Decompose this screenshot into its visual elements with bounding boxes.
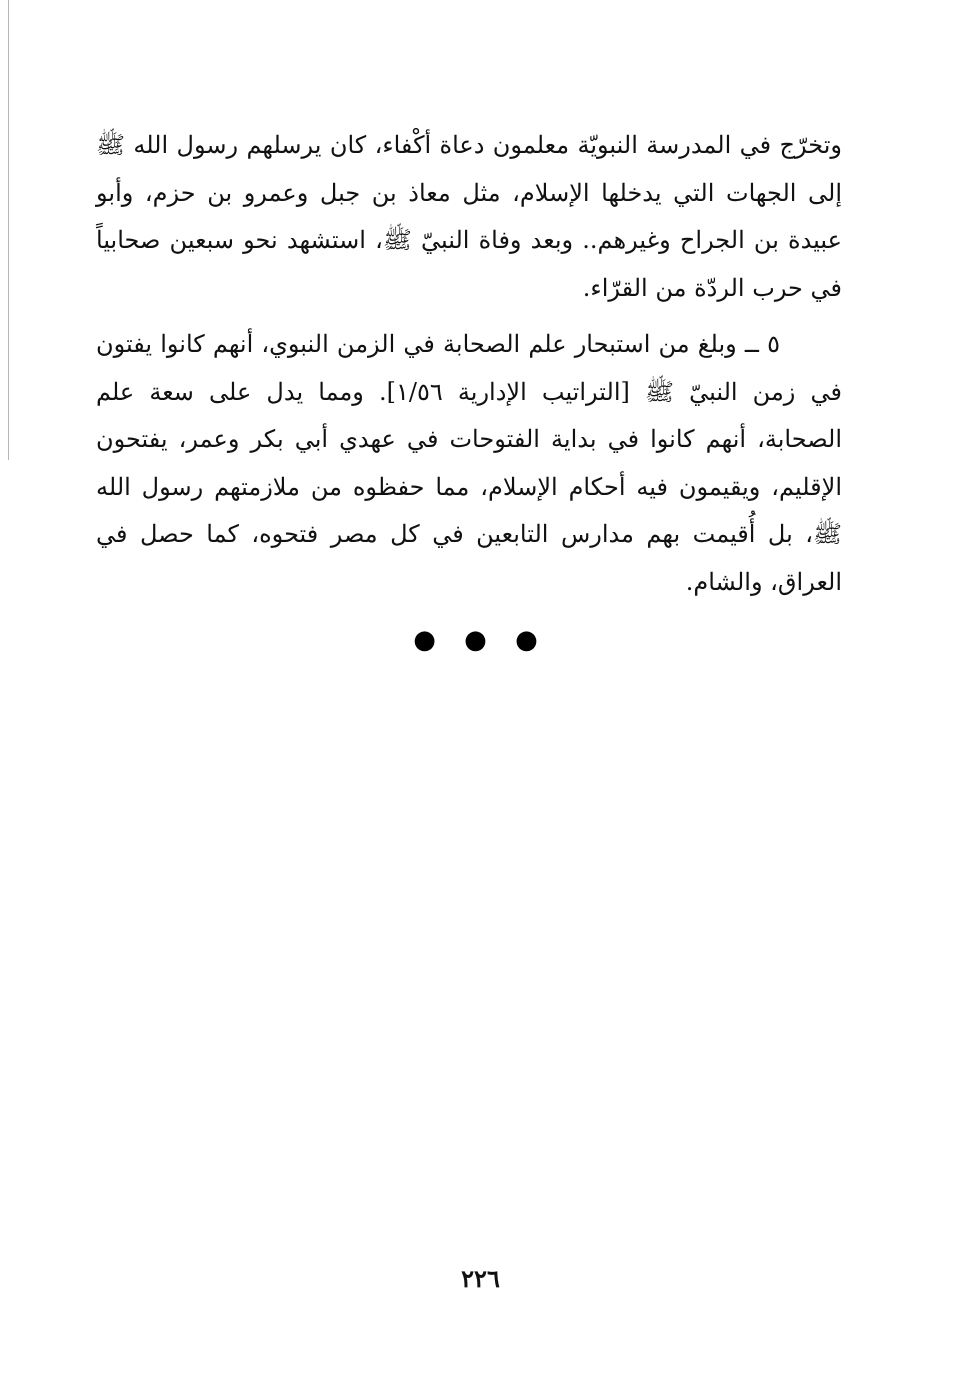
section-separator: ● ● ●: [413, 625, 548, 655]
page-number: ٢٢٦: [461, 1264, 500, 1293]
paragraph-2: ٥ ــ وبلغ من استبحار علم الصحابة في الزمن النبوي، أنهم كانوا يفتون في زمن النبيّ ﷺ [التراتيب الإدارية ١/٥٦]. ومما يدل على سعة علم الصحابة، أنهم كانوا في بداية الفتوحات في عهدي أبي بكر وعمر، يفتحون الإقليم، ويقيمون فيه أحكام الإسلام، مما حفظوه من ملازمتهم رسول الله ﷺ، بل أُقيمت بهم مدارس التابعين في كل مصر فتحوه، كما حصل في العراق، والشام.: [96, 330, 842, 596]
page-edge-line: [8, 0, 9, 460]
body-text: [96, 122, 842, 606]
paragraph-1: وتخرّج في المدرسة النبويّة معلمون دعاة أكْفاء، كان يرسلهم رسول الله ﷺ إلى الجهات التي يدخلها الإسلام، مثل معاذ بن جبل وعمرو بن حزم، وأبو عبيدة بن الجراح وغيرهم.. وبعد وفاة النبيّ ﷺ، استشهد نحو سبعين صحابياً في حرب الردّة من القرّاء.: [96, 131, 842, 302]
